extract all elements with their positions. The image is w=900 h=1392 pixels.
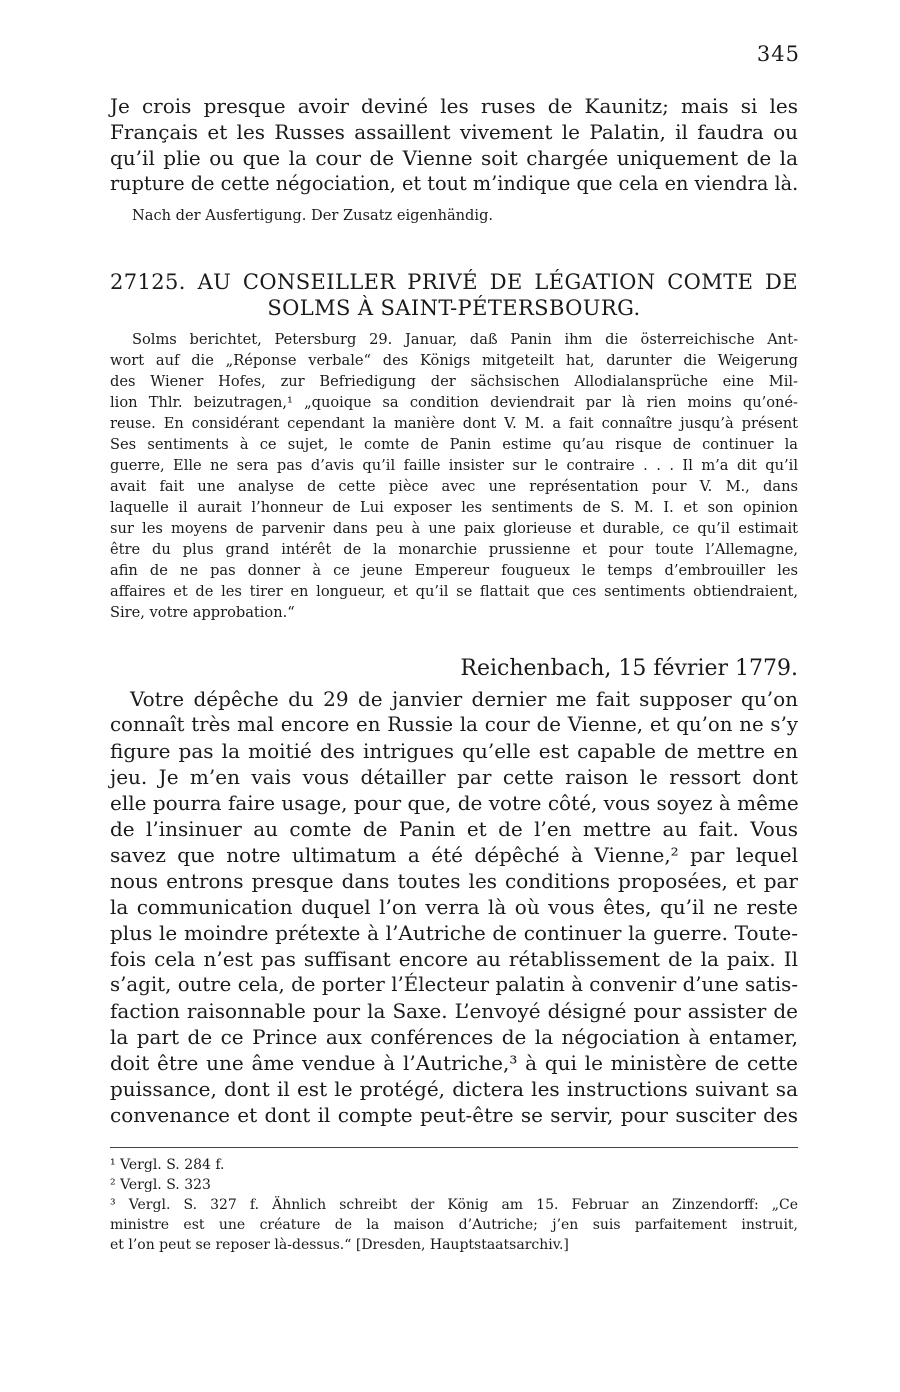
footnote: ³ Vergl. S. 327 f. Ähnlich schreibt der König am 15. Februar an Zinzendorff: „Ce — [110, 1197, 798, 1213]
letter-line: la communication duquel l’on verra là où vous êtes, qu’il ne reste — [110, 895, 798, 919]
letter-line: la part de ce Prince aux conférences de la négociation à entamer, — [110, 1025, 798, 1049]
summary-line: reuse. En considérant cependant la manière dont V. M. a fait connaître jusqu’à présent — [110, 415, 798, 432]
text-line: Français et les Russes assaillent vivement le Palatin, il faudra ou — [110, 120, 798, 144]
letter-line: figure pas la moitié des intrigues qu’elle est capable de mettre en — [110, 739, 798, 763]
summary-line: lion Thlr. beizutragen,¹ „quoique sa condition deviendrait par là rien moins qu’oné- — [110, 394, 798, 411]
footnote: ministre est une créature de la maison d’Autriche; j’en suis parfaitement instruit, — [110, 1217, 798, 1233]
summary-line: laquelle il aurait l’honneur de Lui exposer les sentiments de S. M. I. et son opinion — [110, 499, 798, 516]
letter-line: jeu. Je m’en vais vous détailler par cette raison le ressort dont — [110, 765, 798, 789]
text-line: rupture de cette négociation, et tout m’indique que cela en viendra là. — [110, 172, 799, 195]
letter-line: savez que notre ultimatum a été dépêché à Vienne,² par lequel — [110, 843, 798, 867]
text-line: qu’il plie ou que la cour de Vienne soit chargée uniquement de la — [110, 146, 798, 170]
source-note: Nach der Ausfertigung. Der Zusatz eigenhändig. — [132, 207, 494, 224]
summary-line: être du plus grand intérêt de la monarchie prussienne et pour toute l’Allemagne, — [110, 541, 798, 558]
letter-line: nous entrons presque dans toutes les conditions proposées, et par — [110, 869, 798, 893]
summary-line: wort auf die „Réponse verbale“ des Königs mitgeteilt hat, darunter die Weigerung — [110, 352, 798, 369]
summary-line: Ses sentiments à ce sujet, le comte de Panin estime qu’au risque de continuer la — [110, 436, 798, 453]
summary-line: avait fait une analyse de cette pièce avec une représentation pour V. M., dans — [110, 478, 798, 495]
summary-line: guerre, Elle ne sera pas d’avis qu’il faille insister sur le contraire . . . Il m’a dit qu’il — [110, 457, 798, 474]
dateline: Reichenbach, 15 février 1779. — [460, 656, 798, 681]
text-line: Je crois presque avoir deviné les ruses de Kaunitz; mais si les — [110, 94, 798, 118]
footnote: ¹ Vergl. S. 284 f. — [110, 1157, 225, 1173]
letter-line: connaît très mal encore en Russie la cour de Vienne, et qu’on ne s’y — [110, 713, 798, 736]
letter-line: faction raisonnable pour la Saxe. L’envoyé désigné pour assister de — [110, 999, 798, 1023]
footnote: ² Vergl. S. 323 — [110, 1177, 211, 1193]
footnote-rule — [110, 1147, 798, 1148]
summary-line: sur les moyens de parvenir dans peu à une paix glorieuse et durable, ce qu’il estimait — [110, 520, 798, 537]
letter-line: Votre dépêche du 29 de janvier dernier me fait supposer qu’on — [130, 687, 798, 711]
footnote: et l’on peut se reposer là-dessus.“ [Dresden, Hauptstaatsarchiv.] — [110, 1237, 569, 1253]
summary-line: Solms berichtet, Petersburg 29. Januar, daß Panin ihm die österreichische Ant- — [132, 331, 798, 348]
letter-line: convenance et dont il compte peut-être se servir, pour susciter des — [110, 1103, 798, 1127]
summary-line: des Wiener Hofes, zur Befriedigung der sächsischen Allodialansprüche eine Mil- — [110, 373, 798, 390]
summary-line: Sire, votre approbation.“ — [110, 604, 295, 621]
letter-line: doit être une âme vendue à l’Autriche,³ à qui le ministère de cette — [110, 1051, 798, 1075]
letter-line: s’agit, outre cela, de porter l’Électeur palatin à convenir d’une satis- — [110, 973, 798, 996]
letter-line: de l’insinuer au comte de Panin et de l’en mettre au fait. Vous — [110, 817, 798, 841]
letter-line: plus le moindre prétexte à l’Autriche de continuer la guerre. Toute- — [110, 921, 798, 945]
heading-line: 27125. AU CONSEILLER PRIVÉ DE LÉGATION COMTE DE — [110, 270, 798, 294]
summary-line: affaires et de les tirer en longueur, et qu’il se flattait que ces sentiments obtiendraient, — [110, 583, 798, 600]
letter-line: fois cela n’est pas suffisant encore au rétablissement de la paix. Il — [110, 947, 798, 971]
page-number: 345 — [756, 42, 800, 66]
heading-line: SOLMS À SAINT-PÉTERSBOURG. — [267, 296, 641, 320]
letter-line: puissance, dont il est le protégé, dictera les instructions suivant sa — [110, 1077, 798, 1101]
summary-line: afin de ne pas donner à ce jeune Empereur fougueux le temps d’embrouiller les — [110, 562, 798, 579]
letter-line: elle pourra faire usage, pour que, de votre côté, vous soyez à même — [110, 791, 799, 815]
